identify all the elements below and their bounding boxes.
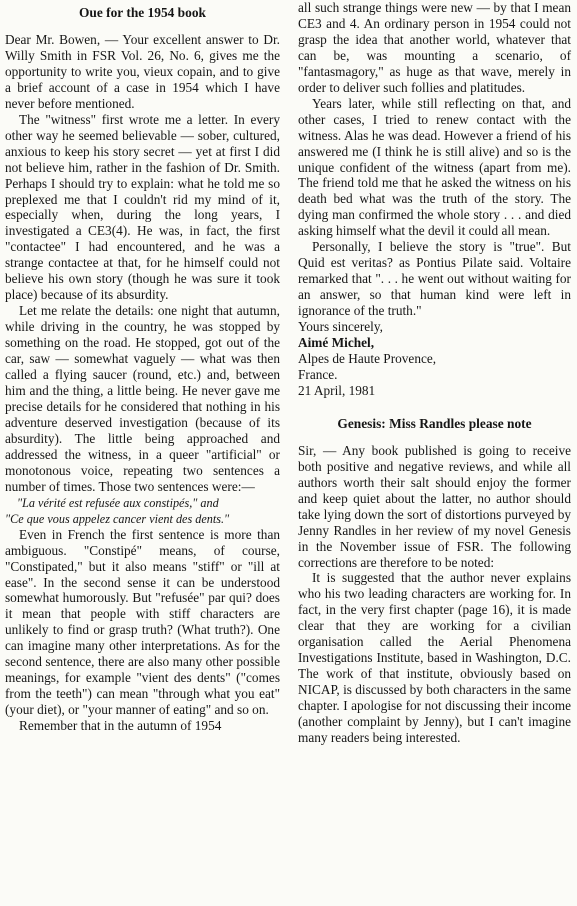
letter-paragraph: Let me relate the details: one night that autumn, while driving in the country, he was stopped by something on the road. He stopped, got out of the car, saw — somewhat vaguely — what was then called a flying saucer (round, etc.) and, between him and the thing, a little being. He never gave me precise details for he considered that nothing in his adventure deserved investigation (because of its absurdity). The little being approached and addressed the witness, in a queer "artificial" or monotonous voice, repeating two sentences a number of times. Those two sentences were:— [5, 303, 280, 494]
quoted-sentence: "La vérité est refusée aux constipés," and [17, 495, 219, 510]
letter-paragraph: Sir, — Any book published is going to receive both positive and negative reviews, and while all authors worth their salt should enjoy the former and keep quiet about the latter, no author should take lying down the sort of distortions purveyed by Jenny Randles in her review of my novel Genesis in the November issue of FSR. The following corrections are therefore to be noted: [298, 442, 571, 570]
signer-name: Aimé Michel, [298, 335, 375, 351]
letter-paragraph: It is suggested that the author never explains who his two leading characters are working for. In fact, in the very first chapter (page 16), it is made clear that they are working for a civilian organisation called the Aerial Phenomena Investigations Institute, based in Washington, D.C. The work of that institute, obviously based on NICAP, is discussed by both characters in the same chapter. I apologise for not discussing their income (another complaint by Jenny), but I can't imagine many readers being interested. [298, 570, 571, 745]
letter-paragraph: The "witness" first wrote me a letter. In every other way he seemed believable — sober, cultured, anxious to keep his story secret — yet at first I did not believe him, rather in the fashion of Dr. Smith. Perhaps I should try to explain: what he told me so preplexed me that I couldn't rid my mind of it, especially when, during the long years, I investigated a CE3(4). He was, in fact, the first "contactee" I had encountered, and he was a strange contactee at that, for he himself could not believe his own story (though he was sure it took place) because of its absurdity. [5, 111, 280, 303]
letter-paragraph: Personally, I believe the story is "true". But Quid est veritas? as Pontius Pilate said. Voltaire remarked that ". . . he went out without waiting for an answer, so that human kind were left in ignorance of the truth." [298, 239, 571, 319]
letter-column-right [298, 0, 571, 746]
letter-heading: Oue for the 1954 book [79, 5, 206, 20]
signer-date: 21 April, 1981 [298, 382, 376, 398]
letter-paragraph: Remember that in the autumn of 1954 [19, 718, 222, 734]
signer-country: France. [298, 366, 338, 382]
letter-heading: Genesis: Miss Randles please note [337, 415, 532, 431]
letter-paragraph: Years later, while still reflecting on that, and other cases, I tried to renew contact with the witness. Alas he was dead. However a friend of his answered me (I think he is still alive) and so is the unique confident of the witness (apart from me). The friend told me that he asked the witness on his death bed what was the truth of the story. The dying man confirmed the whole story . . . and died asking himself what the devil it could all mean. [298, 95, 571, 239]
quoted-sentence: "Ce que vous appelez cancer vient des dents." [5, 511, 230, 526]
letter-paragraph: Even in French the first sentence is more than ambiguous. "Constipé" means, of course, "Constipated," but it also means "stiff" or "ill at ease". In the second sense it can be understood somewhat humorously. But "refusée" par qui? does it mean that people with stiff characters are unlikely to find or grasp truth? (What truth?). One can imagine many other interpretations. As for the second sentence, there are also many other possible meanings, for example "vient des dents" ("comes from the teeth") can mean "through what you eat" (your diet), or "your manner of eating" and so on. [5, 526, 280, 718]
letter-paragraph: Dear Mr. Bowen, — Your excellent answer to Dr. Willy Smith in FSR Vol. 26, No. 6, gives me the opportunity to write you, vieux copain, and to give a brief account of a case in 1954 which I have never before mentioned. [5, 32, 280, 111]
signer-place: Alpes de Haute Provence, [298, 350, 437, 366]
letter-column-left [5, 0, 280, 734]
letter-paragraph: all such strange things were new — by that I mean CE3 and 4. An ordinary person in 1954 could not grasp the idea that another world, whatever that can be, was mounting a scenario, of "fantasmagory," as huge as that wave, merely in order to deliver such follies and platitudes. [298, 0, 571, 95]
signoff: Yours sincerely, [298, 319, 383, 335]
